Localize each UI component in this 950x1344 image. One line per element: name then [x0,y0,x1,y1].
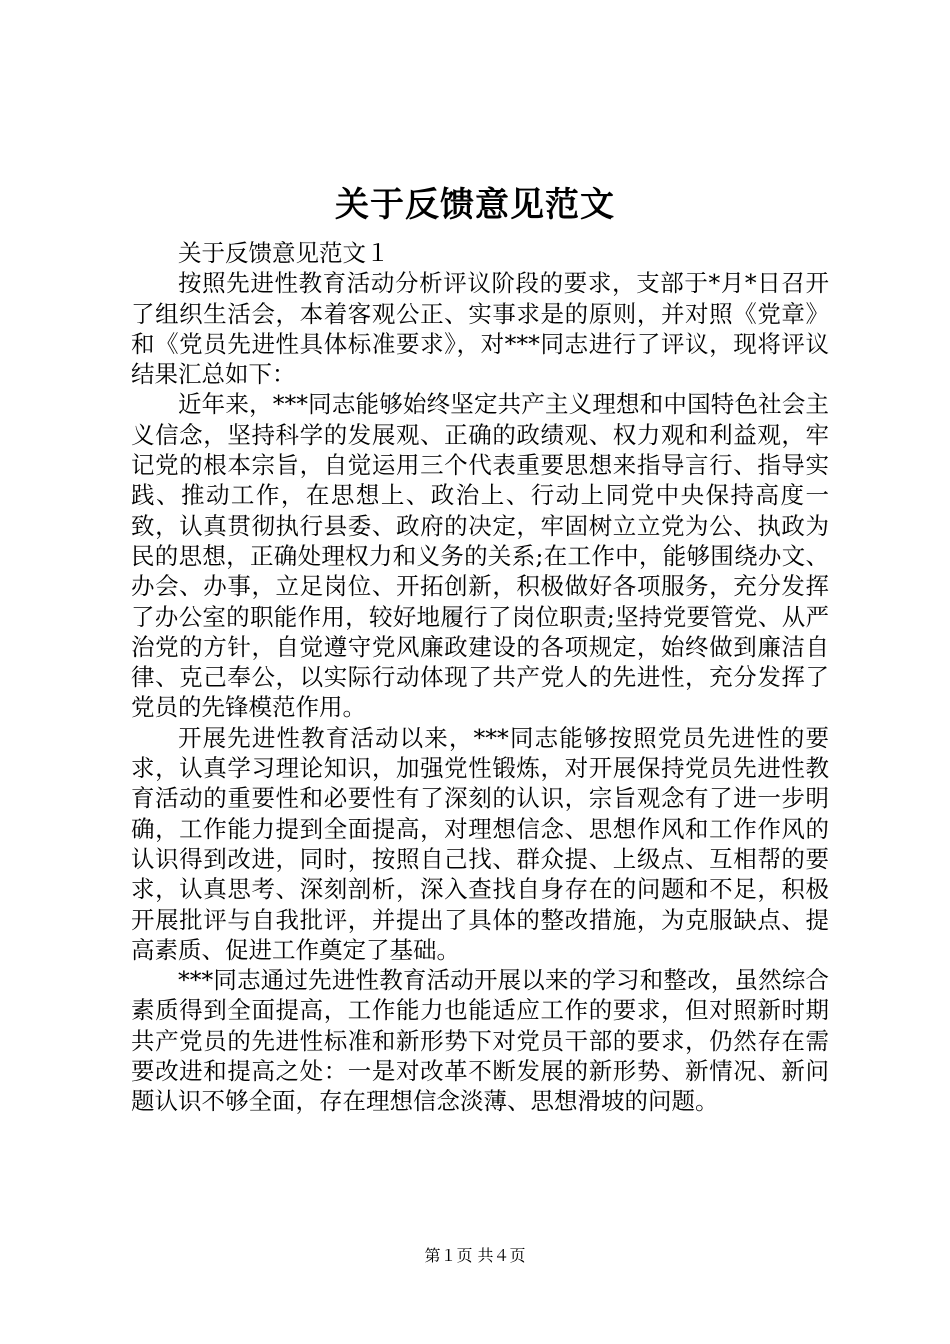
paragraph: ***同志通过先进性教育活动开展以来的学习和整改，虽然综合素质得到全面提高，工作能力也能适应工作的要求，但对照新时期共产党员的先进性标准和新形势下对党员干部的要求，仍然存在需要改进和提高之处：一是对改革不断发展的新形势、新情况、新问题认识不够全面，存在理想信念淡薄、思想滑坡的问题。 [131,966,829,1116]
paragraph: 按照先进性教育活动分析评议阶段的要求，支部于*月*日召开了组织生活会，本着客观公正、实事求是的原则，并对照《党章》和《党员先进性具体标准要求》，对***同志进行了评议，现将评议结果汇总如下： [131,269,829,389]
document-subtitle: 关于反馈意见范文１ [178,239,390,267]
paragraph: 近年来，***同志能够始终坚定共产主义理想和中国特色社会主义信念，坚持科学的发展观、正确的政绩观、权力观和利益观，牢记党的根本宗旨，自觉运用三个代表重要思想来指导言行、指导实践、推动工作，在思想上、政治上、行动上同党中央保持高度一致，认真贯彻执行县委、政府的决定，牢固树立立党为公、执政为民的思想，正确处理权力和义务的关系;在工作中，能够围绕办文、办会、办事，立足岗位、开拓创新，积极做好各项服务，充分发挥了办公室的职能作用，较好地履行了岗位职责;坚持党要管党、从严治党的方针，自觉遵守党风廉政建设的各项规定，始终做到廉洁自律、克己奉公，以实际行动体现了共产党人的先进性，充分发挥了党员的先锋模范作用。 [131,390,829,722]
page-footer: 第１页 共４页 [424,1246,526,1265]
paragraph: 开展先进性教育活动以来，***同志能够按照党员先进性的要求，认真学习理论知识，加强党性锻炼，对开展保持党员先进性教育活动的重要性和必要性有了深刻的认识，宗旨观念有了进一步明确，工作能力提到全面提高，对理想信念、思想作风和工作作风的认识得到改进，同时，按照自己找、群众提、上级点、互相帮的要求，认真思考、深刻剖析，深入查找自身存在的问题和不足，积极开展批评与自我批评，并提出了具体的整改措施，为克服缺点、提高素质、促进工作奠定了基础。 [131,723,829,964]
document-body [131,238,829,1117]
document-title: 关于反馈意见范文 [335,185,615,225]
